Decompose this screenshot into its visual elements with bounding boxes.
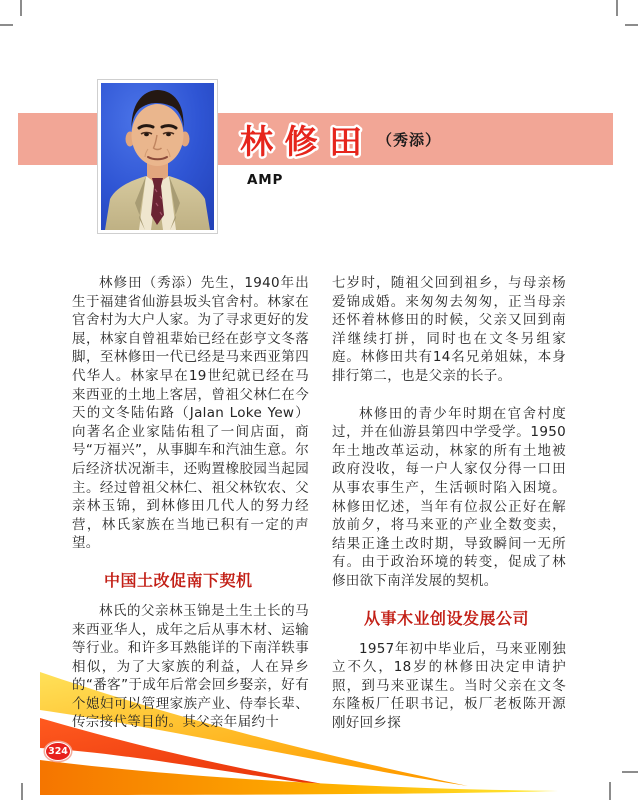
page-number-badge bbox=[45, 742, 71, 761]
crop-mark bbox=[0, 24, 13, 26]
crop-mark bbox=[21, 783, 23, 800]
crop-mark bbox=[616, 0, 618, 16]
credential-label: AMP bbox=[247, 172, 284, 188]
right-text-column bbox=[332, 274, 566, 732]
person-alias: （秀添） bbox=[377, 131, 442, 149]
paragraph: 林氏的父亲林玉锦是土生土长的马来西亚华人，成年之后从事木材、运输等行业。和许多耳熟能详的下南洋轶事相似，为了大家族的利益，人在异乡的“番客”于成年后常会回乡娶亲，好有个媳妇可以管理家族产业、侍奉长辈、传宗接代等目的。其父亲年届约十 bbox=[72, 602, 309, 731]
portrait-illustration bbox=[101, 83, 214, 230]
section-heading: 从事木业创设发展公司 bbox=[364, 608, 530, 628]
crop-mark bbox=[622, 771, 638, 773]
crop-mark bbox=[625, 24, 638, 26]
paragraph: 林修田（秀添）先生，1940年出生于福建省仙游县坂头官舍村。林家在官舍村为大户人家。为了寻求更好的发展，林家自曾祖辈始已经在彭亨文冬落脚，至林修田一代已经是马来西亚第四代华人。林家早在19世纪就已经在马来西亚的土地上客居，曾祖父林仁在今天的文冬陆佑路（Jalan Loke Yew）向著名企业家陆佑租了一间店面，商号“万福兴”，从事脚车和汽油生意。尔后经济状况渐丰，还购置橡胶园当起园主。经过曾祖父林仁、祖父林钦农、父亲林玉锦，到林修田几代人的努力经营，林氏家族在当地已积有一定的声望。 bbox=[72, 275, 309, 552]
crop-mark bbox=[609, 782, 611, 800]
left-text-column bbox=[72, 274, 309, 732]
crop-mark bbox=[20, 0, 22, 16]
paragraph: 林修田的青少年时期在官舍村度过，并在仙游县第四中学受学。1950年土地改革运动，林家的所有土地被政府没收，每一户人家仅分得一口田从事农事生产，生活顿时陷入困境。林修田忆述，当年有位叔公正好在解放前夕，将马来亚的产业全数变卖，结果正逢土改时期，导致瞬间一无所有。由于政治环境的转变，促成了林修田欲下南洋发展的契机。 bbox=[332, 405, 566, 589]
paragraph: 1957年初中毕业后，马来亚刚独立不久，18岁的林修田决定申请护照，到马来亚谋生。当时父亲在文冬东隆板厂任职书记，板厂老板陈开源刚好回乡探 bbox=[332, 640, 566, 731]
page-number: 324 bbox=[48, 746, 68, 757]
person-name: 林 修 田 bbox=[240, 122, 362, 161]
portrait-photo bbox=[98, 80, 217, 233]
section-heading: 中国土改促南下契机 bbox=[104, 570, 253, 590]
paragraph: 七岁时，随祖父回到祖乡，与母亲杨爱锦成婚。来匆匆去匆匆，正当母亲还怀着林修田的时候，父亲又回到南洋继续打拼，同时也在文冬另组家庭。林修田共有14名兄弟姐妹，本身排行第二，也是父亲的长子。 bbox=[332, 275, 566, 384]
